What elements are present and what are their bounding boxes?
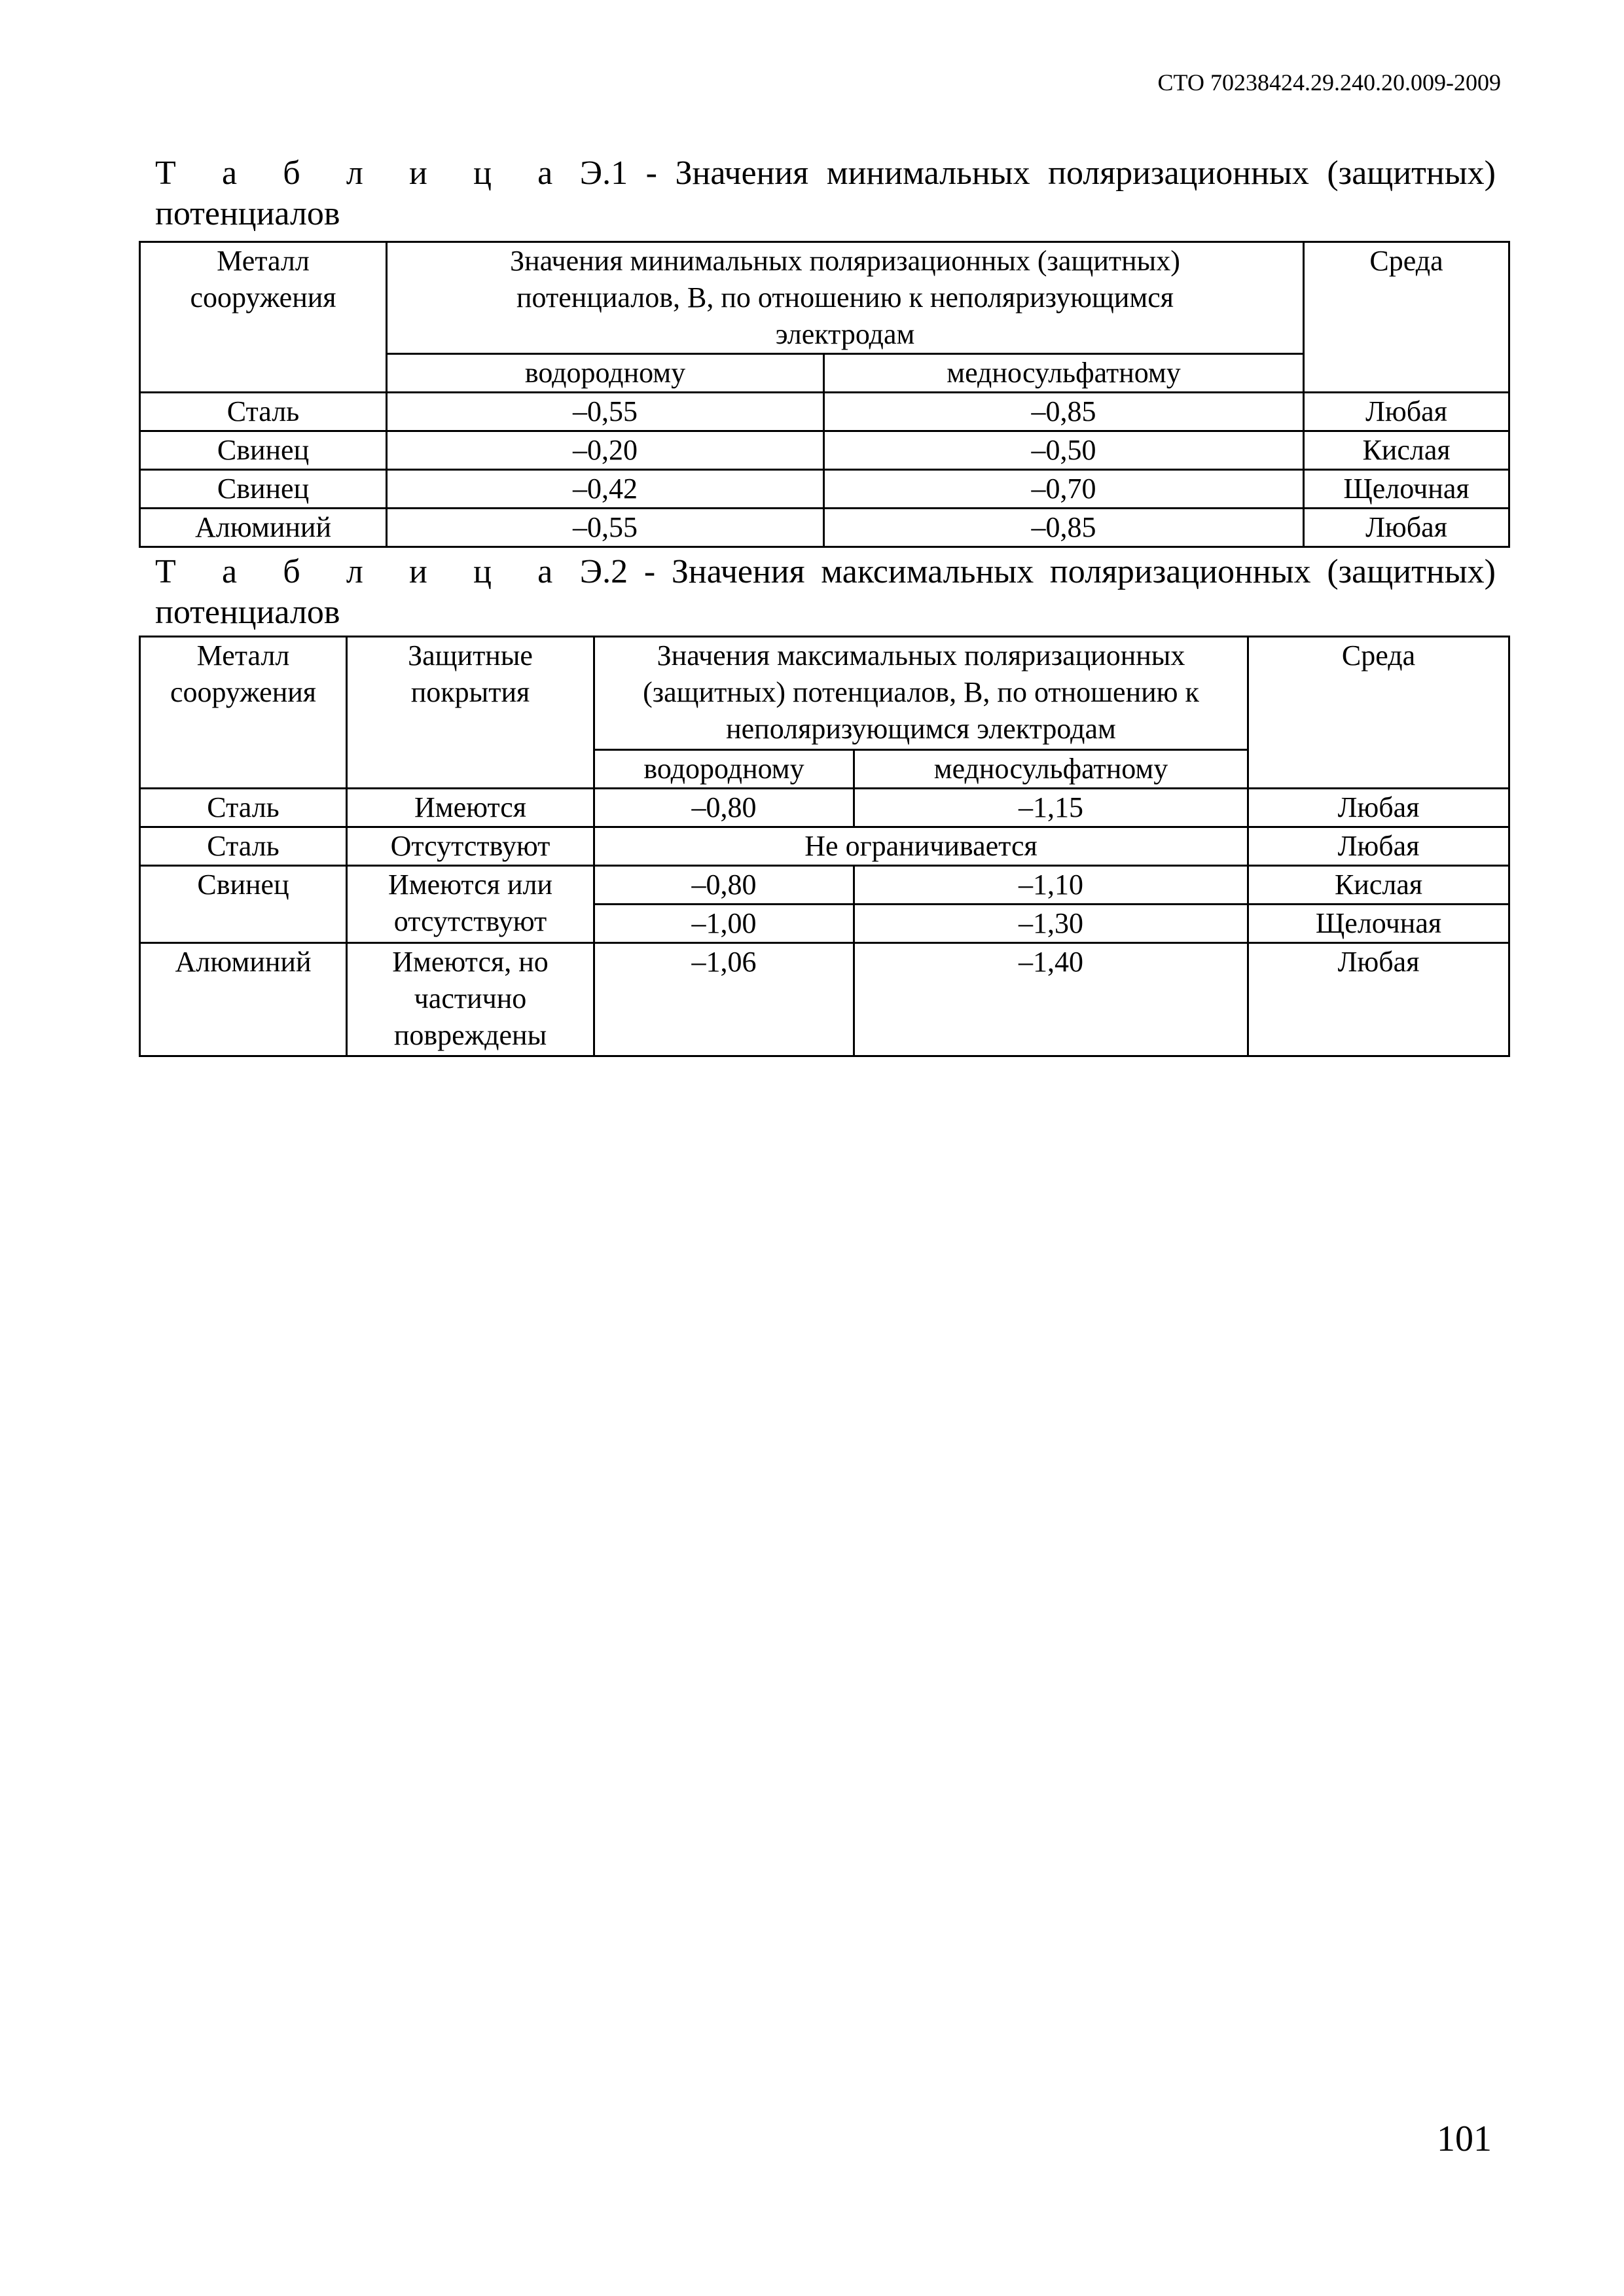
table1-cell-hydrogen: –0,42: [387, 470, 824, 509]
table2-cell-hydrogen: –0,80: [594, 789, 854, 827]
table2: [139, 636, 1510, 1057]
table2-cell-env: Кислая: [1248, 866, 1509, 905]
table1-cell-metal: Алюминий: [140, 509, 387, 547]
table1-cell-hydrogen: –0,55: [387, 393, 824, 431]
table2-cell-hydrogen: –0,80: [594, 866, 854, 905]
table2-cell-merged-value: Не ограничивается: [594, 827, 1248, 866]
table2-cell-metal: Сталь: [140, 789, 347, 827]
table1-cell-hydrogen: –0,20: [387, 431, 824, 470]
table2-cell-env: Любая: [1248, 789, 1509, 827]
table-row: [140, 943, 1509, 1056]
table1-cell-copper: –0,50: [824, 431, 1304, 470]
table2-header-metal: Металл сооружения: [140, 637, 347, 789]
table-row: [140, 789, 1509, 827]
table2-caption-prefix: Т а б л и ц а: [155, 553, 571, 590]
table2-caption: Т а б л и ц а Э.2 - Значения максимальных поляризационных (защитных) потенциалов: [155, 553, 1496, 631]
table1-header-env: Среда: [1304, 242, 1509, 393]
table2-header-coating: Защитные покрытия: [347, 637, 594, 789]
table-row: [140, 431, 1509, 470]
table-row: [140, 470, 1509, 509]
page-number: 101: [1437, 2119, 1492, 2159]
table1-cell-hydrogen: –0,55: [387, 509, 824, 547]
table2-cell-env: Щелочная: [1248, 905, 1509, 943]
table2-header-values: Значения максимальных поляризационных (защитных) потенциалов, В, по отношению к неполяризующимся электродам: [594, 637, 1248, 750]
table2-subheader-copper: медносульфатному: [854, 750, 1248, 789]
table1-cell-env: Кислая: [1304, 431, 1509, 470]
table1-cell-copper: –0,85: [824, 393, 1304, 431]
table1-cell-env: Щелочная: [1304, 470, 1509, 509]
table1-header-metal: Металл сооружения: [140, 242, 387, 393]
table2-cell-copper: –1,30: [854, 905, 1248, 943]
table2-header-env: Среда: [1248, 637, 1509, 789]
table2-cell-coating: Имеются, но частично повреждены: [347, 943, 594, 1056]
table2-cell-copper: –1,10: [854, 866, 1248, 905]
table1-cell-copper: –0,70: [824, 470, 1304, 509]
table1-cell-env: Любая: [1304, 393, 1509, 431]
table2-cell-metal: Сталь: [140, 827, 347, 866]
table1-subheader-hydrogen: водородному: [387, 354, 824, 393]
table2-cell-env: Любая: [1248, 943, 1509, 1056]
document-code: СТО 70238424.29.240.20.009-2009: [1157, 69, 1501, 96]
table-row: [140, 866, 1509, 905]
table2-cell-metal: Алюминий: [140, 943, 347, 1056]
table1-cell-env: Любая: [1304, 509, 1509, 547]
table2-cell-coating: Имеются: [347, 789, 594, 827]
table2-cell-coating: Отсутствуют: [347, 827, 594, 866]
table2-cell-hydrogen: –1,00: [594, 905, 854, 943]
table2-cell-hydrogen: –1,06: [594, 943, 854, 1056]
table1: [139, 241, 1510, 548]
table1-caption: Т а б л и ц а Э.1 - Значения минимальных поляризационных (защитных) потенциалов: [155, 154, 1496, 232]
table2-cell-coating: Имеются или отсутствуют: [347, 866, 594, 943]
table2-subheader-hydrogen: водородному: [594, 750, 854, 789]
table1-cell-metal: Сталь: [140, 393, 387, 431]
table1-header-values: Значения минимальных поляризационных (защитных) потенциалов, В, по отношению к неполяризующимся электродам: [387, 242, 1304, 354]
table1-subheader-copper: медносульфатному: [824, 354, 1304, 393]
table2-cell-copper: –1,40: [854, 943, 1248, 1056]
table1-cell-metal: Свинец: [140, 470, 387, 509]
table-row: [140, 827, 1509, 866]
table-row: [140, 393, 1509, 431]
table1-cell-metal: Свинец: [140, 431, 387, 470]
table-row: [140, 509, 1509, 547]
table2-cell-copper: –1,15: [854, 789, 1248, 827]
table1-caption-prefix: Т а б л и ц а: [155, 154, 571, 192]
table1-cell-copper: –0,85: [824, 509, 1304, 547]
table2-cell-env: Любая: [1248, 827, 1509, 866]
table2-cell-metal: Свинец: [140, 866, 347, 943]
